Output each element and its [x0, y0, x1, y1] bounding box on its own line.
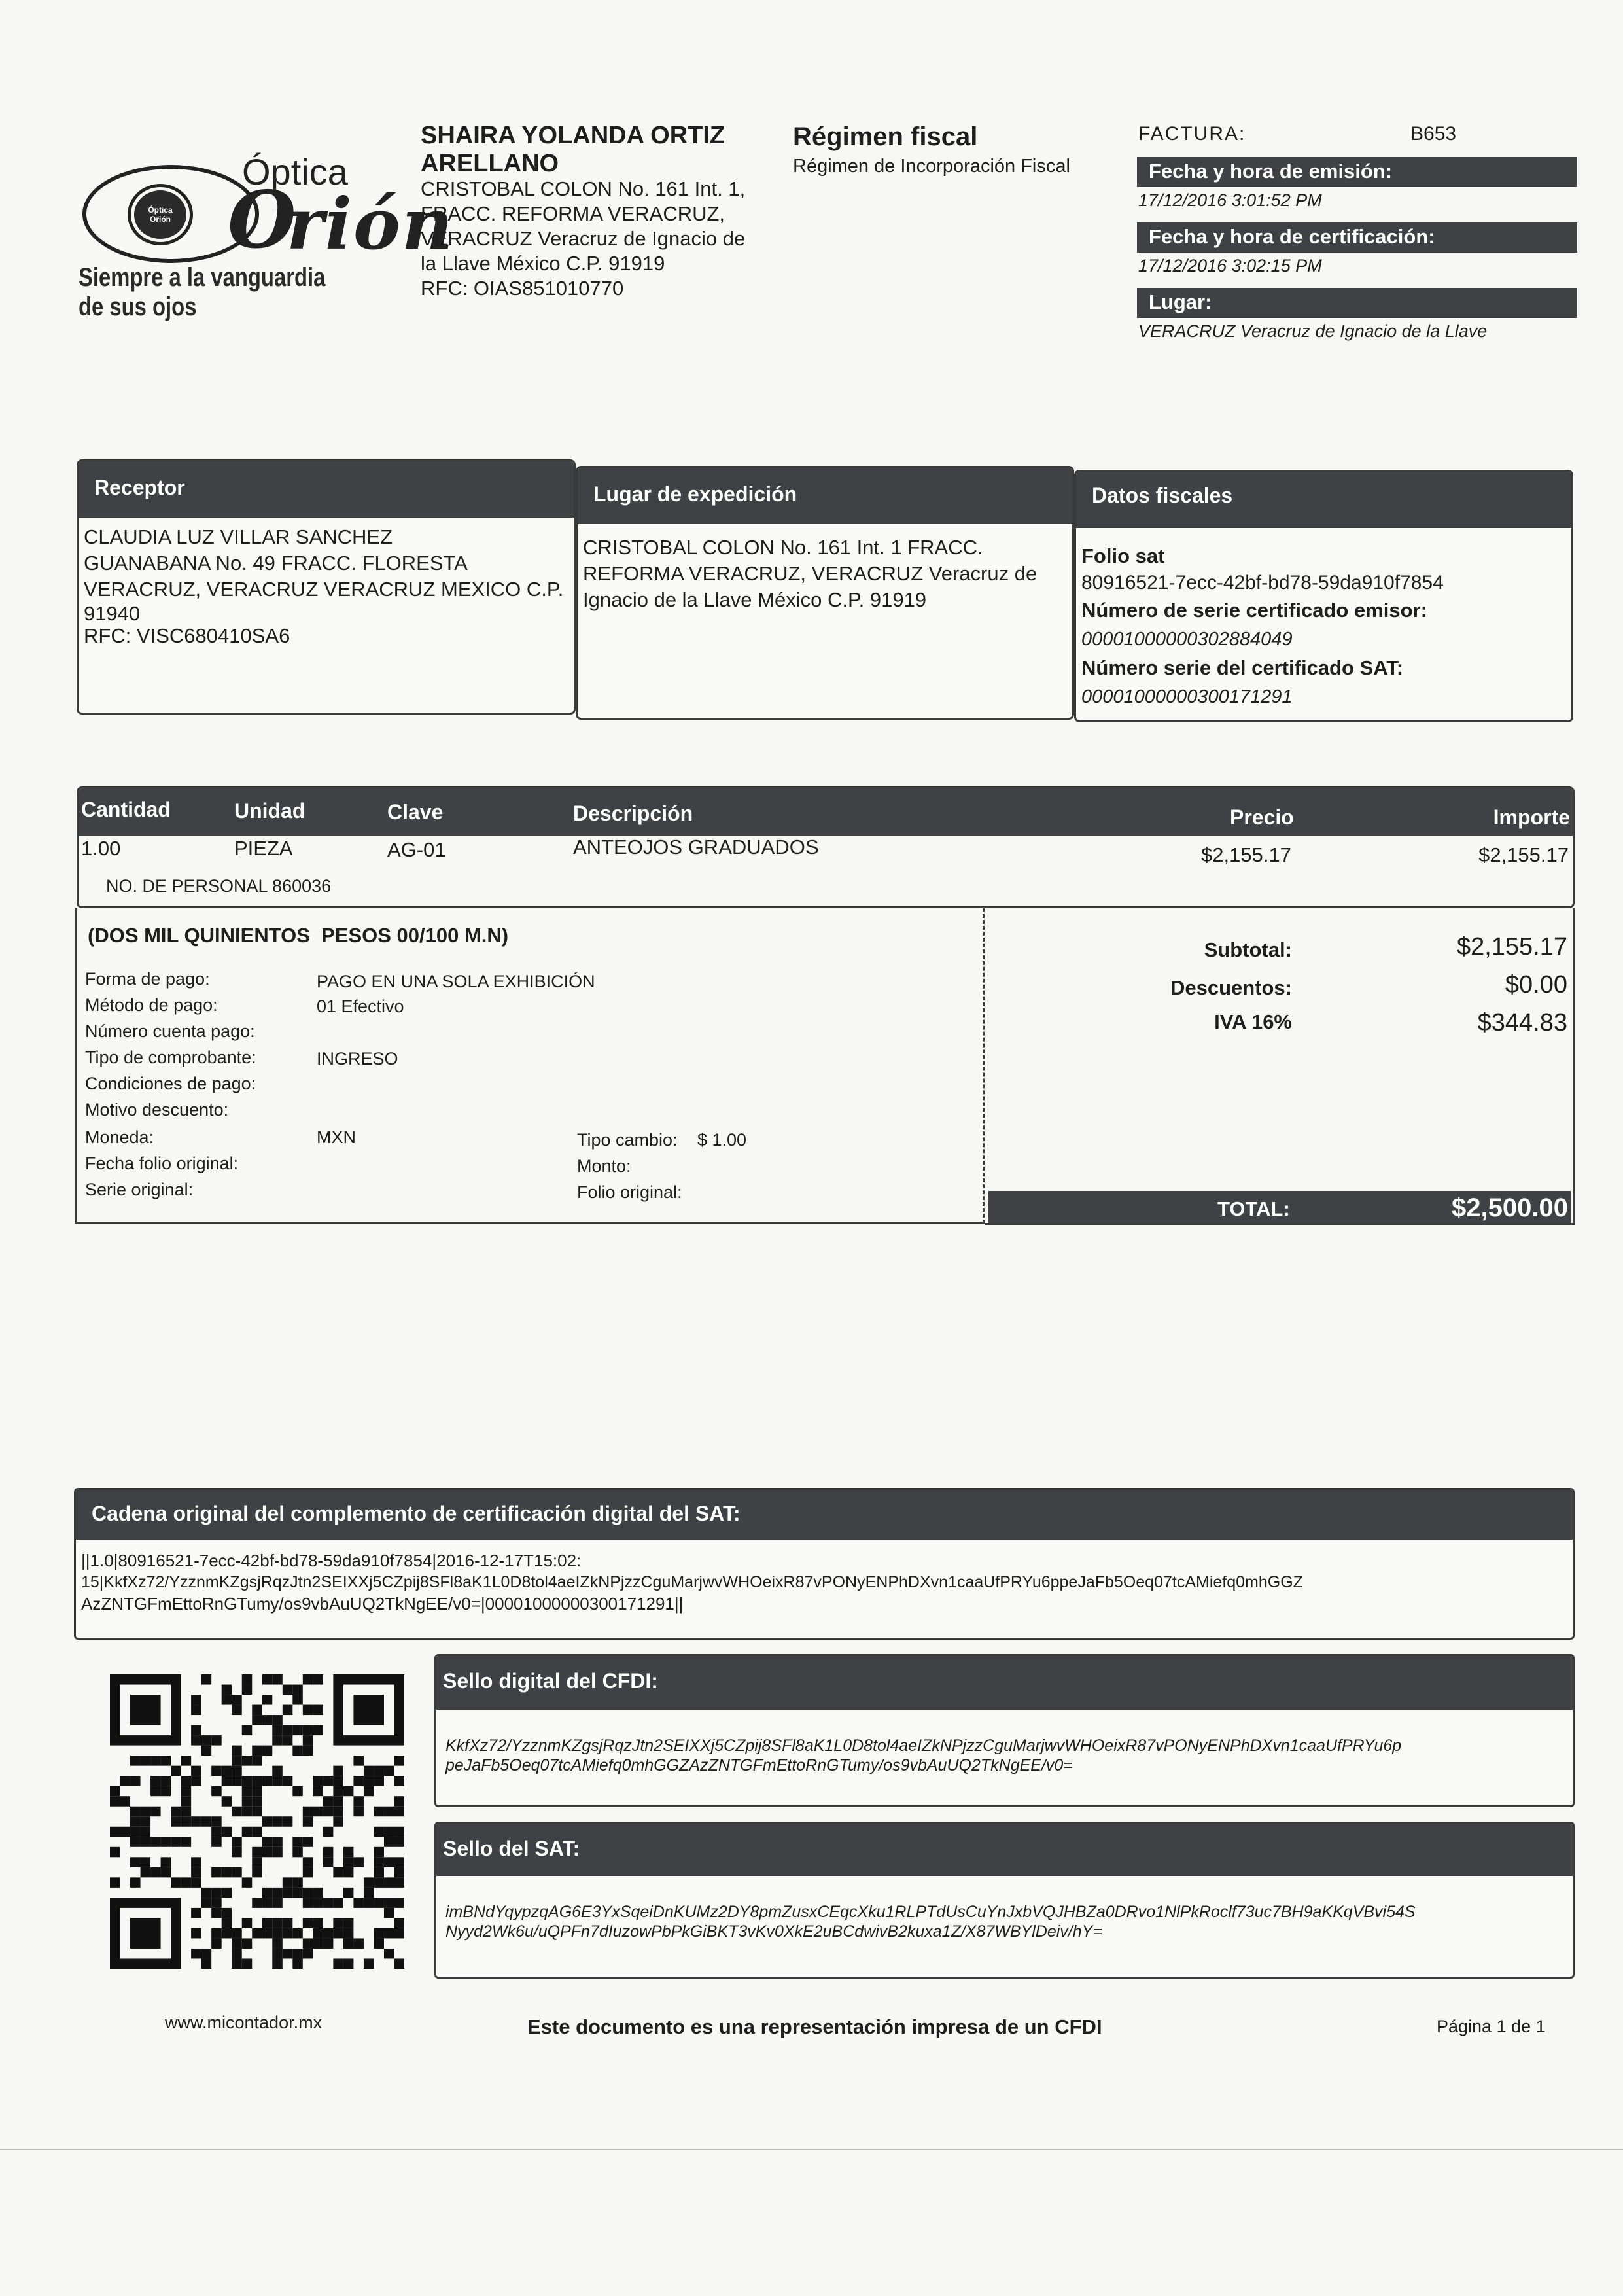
logo-brand-initial: O: [228, 174, 296, 266]
sello-sat-header: Sello del SAT:: [436, 1824, 1573, 1876]
emitter-name-line2: ARELLANO: [421, 150, 559, 177]
emitter-block: [421, 120, 787, 301]
metodo-value: 01 Efectivo: [317, 997, 404, 1016]
expedicion-line: CRISTOBAL COLON No. 161 Int. 1 FRACC.: [583, 536, 983, 559]
tipo-cambio-value: $ 1.00: [697, 1130, 747, 1150]
cell-cantidad: 1.00: [81, 837, 121, 860]
emitter-name-line1: SHAIRA YOLANDA ORTIZ: [421, 122, 725, 149]
cell-importe: $2,155.17: [1478, 843, 1569, 866]
receptor-rfc: RFC: VISC680410SA6: [84, 624, 290, 647]
col-descripcion: Descripción: [573, 802, 693, 825]
logo-brand-main: rión: [287, 183, 455, 266]
receptor-line: VERACRUZ, VERACRUZ VERACRUZ MEXICO C.P.: [84, 578, 564, 601]
regimen-value: Régimen de Incorporación Fiscal: [793, 156, 1070, 177]
folio-value: 80916521-7ecc-42bf-bd78-59da910f7854: [1081, 572, 1444, 593]
tipo-cambio-label: Tipo cambio:: [577, 1130, 678, 1150]
cuenta-label: Número cuenta pago:: [85, 1021, 255, 1041]
metodo-label: Método de pago:: [85, 995, 218, 1015]
logo-brand-top: Óptica: [242, 151, 348, 192]
emission-value: 17/12/2016 3:01:52 PM: [1138, 190, 1322, 210]
total-label: TOTAL:: [1217, 1197, 1290, 1220]
invoice-number: B653: [1410, 123, 1457, 145]
subtotal-label: Subtotal:: [1204, 938, 1292, 961]
col-clave: Clave: [387, 800, 444, 824]
receptor-line: 91940: [84, 602, 141, 625]
monto-label: Monto:: [577, 1156, 631, 1176]
descuentos-value: $0.00: [1505, 971, 1567, 998]
moneda-label: Moneda:: [85, 1127, 154, 1147]
regimen-block: [793, 120, 1120, 179]
emitter-address-4: la Llave México C.P. 91919: [421, 252, 665, 275]
receptor-header: Receptor: [79, 461, 574, 518]
sello-cfdi-line: KkfXz72/YzznmKZgsjRqzJtn2SEIXXj5CZpij8SFl8aK1L0D8tol4aeIZkNPjzzCguMarjwvWHOeixR87vPONyENPhDXvn1caaUfPRYu6p: [445, 1737, 1402, 1755]
tipo-value: INGRESO: [317, 1049, 398, 1069]
items-note: NO. DE PERSONAL 860036: [106, 876, 332, 896]
fecha-folio-label: Fecha folio original:: [85, 1154, 239, 1173]
emitter-address-3: VERACRUZ Veracruz de Ignacio de: [421, 227, 746, 250]
payment-box: [75, 908, 985, 1224]
fiscal-header: Datos fiscales: [1076, 472, 1571, 528]
emission-label: Fecha y hora de emisión:: [1137, 157, 1577, 187]
cert-label: Fecha y hora de certificación:: [1137, 222, 1577, 253]
sello-cfdi-header: Sello digital del CFDI:: [436, 1656, 1573, 1710]
motivo-label: Motivo descuento:: [85, 1100, 229, 1120]
logo: [79, 131, 455, 321]
tipo-label: Tipo de comprobante:: [85, 1048, 256, 1067]
cell-descripcion: ANTEOJOS GRADUADOS: [573, 836, 819, 858]
cert-emisor-value: 00001000000302884049: [1081, 629, 1293, 650]
sello-sat-box: [434, 1822, 1575, 1979]
receptor-line: GUANABANA No. 49 FRACC. FLORESTA: [84, 552, 468, 574]
serie-label: Serie original:: [85, 1180, 194, 1199]
fiscal-box: [1074, 470, 1573, 722]
totals-box: [985, 908, 1575, 1225]
cert-sat-value: 00001000000300171291: [1081, 686, 1293, 707]
footer-note: Este documento es una representación impresa de un CFDI: [527, 2015, 1102, 2038]
cert-emisor-label: Número de serie certificado emisor:: [1081, 599, 1427, 622]
receptor-line: CLAUDIA LUZ VILLAR SANCHEZ: [84, 525, 393, 548]
cell-clave: AG-01: [387, 838, 446, 861]
iva-value: $344.83: [1477, 1009, 1567, 1036]
items-table: [77, 786, 1575, 908]
cadena-line: 15|KkfXz72/YzznmKZgsjRqzJtn2SEIXXj5CZpij8SFl8aK1L0D8tol4aeIZkNPjzzCguMarjwvWHOeixR87vPONyENPhDXvn1caaUfPRYu6ppeJaFb5Oeq07tcAMiefq0mhGGZ: [81, 1573, 1303, 1591]
forma-value: PAGO EN UNA SOLA EXHIBICIÓN: [317, 972, 595, 991]
cell-precio: $2,155.17: [1201, 843, 1291, 866]
emitter-rfc: RFC: OIAS851010770: [421, 277, 624, 300]
col-importe: Importe: [1493, 805, 1570, 829]
cadena-line: ||1.0|80916521-7ecc-42bf-bd78-59da910f7854|2016-12-17T15:02:: [81, 1551, 582, 1570]
expedicion-line: Ignacio de la Llave México C.P. 91919: [583, 588, 927, 611]
subtotal-value: $2,155.17: [1456, 933, 1567, 961]
table-row: [79, 836, 1573, 875]
cell-unidad: PIEZA: [234, 837, 293, 860]
folio-original-label: Folio original:: [577, 1182, 682, 1202]
items-header: [79, 788, 1573, 836]
footer-page: Página 1 de 1: [1437, 2017, 1546, 2036]
place-label: Lugar:: [1137, 288, 1577, 318]
folio-label: Folio sat: [1081, 544, 1165, 567]
amount-words: (DOS MIL QUINIENTOS PESOS 00/100 M.N): [88, 924, 509, 947]
cadena-box: [74, 1488, 1575, 1640]
col-cantidad: Cantidad: [81, 798, 171, 821]
footer-website: www.micontador.mx: [165, 2013, 323, 2032]
moneda-value: MXN: [317, 1127, 356, 1147]
scan-edge-line: [0, 2149, 1623, 2150]
qr-code-icon: [110, 1674, 404, 1969]
invoice-block: [1137, 120, 1577, 344]
col-precio: Precio: [1230, 805, 1294, 829]
cadena-header: Cadena original del complemento de certificación digital del SAT:: [76, 1490, 1573, 1540]
sello-sat-line: imBNdYqypzqAG6E3YxSqeiDnKUMz2DY8pmZusxCEqcXku1RLPTdUsCuYnJxbVQJHBZa0DRvo1NlPkRoclf73uc7BH9aKKqVBvi54S: [445, 1903, 1416, 1921]
invoice-label: FACTURA:: [1138, 123, 1246, 145]
sello-sat-line: Nyyd2Wk6u/uQPFn7dIuzowPbPkGiBKT3vKv0XkE2uBCdwivB2kuxa1Z/X87WBYlDeiv/hY=: [445, 1922, 1102, 1941]
cert-sat-label: Número serie del certificado SAT:: [1081, 656, 1404, 679]
col-unidad: Unidad: [234, 799, 305, 822]
expedicion-header: Lugar de expedición: [578, 468, 1072, 524]
regimen-title: Régimen fiscal: [793, 122, 978, 151]
sello-cfdi-box: [434, 1654, 1575, 1807]
place-value: VERACRUZ Veracruz de Ignacio de la Llave: [1138, 321, 1488, 341]
iva-label: IVA 16%: [1214, 1010, 1292, 1033]
expedicion-box: [576, 466, 1074, 720]
cadena-line: AzZNTGFmEttoRnGTumy/os9vbAuUQ2TkNgEE/v0=|00001000000300171291||: [81, 1594, 684, 1614]
condiciones-label: Condiciones de pago:: [85, 1074, 256, 1093]
descuentos-label: Descuentos:: [1170, 976, 1292, 999]
forma-label: Forma de pago:: [85, 969, 210, 989]
sello-cfdi-line: peJaFb5Oeq07tcAMiefq0mhGGZAzZNTGFmEttoRnGTumy/os9vbAuUQ2TkNgEE/v0=: [445, 1756, 1073, 1775]
cert-value: 17/12/2016 3:02:15 PM: [1138, 256, 1322, 275]
receptor-box: [77, 459, 576, 715]
expedicion-line: REFORMA VERACRUZ, VERACRUZ Veracruz de: [583, 562, 1038, 585]
logo-tagline: Siempre a la vanguardia de sus ojos: [79, 263, 326, 321]
emitter-address-2: FRACC. REFORMA VERACRUZ,: [421, 202, 725, 225]
total-bar: [988, 1191, 1571, 1224]
total-value: $2,500.00: [1452, 1193, 1568, 1222]
emitter-address-1: CRISTOBAL COLON No. 161 Int. 1,: [421, 177, 746, 200]
logo-seal-text: Óptica Orión: [148, 205, 173, 224]
